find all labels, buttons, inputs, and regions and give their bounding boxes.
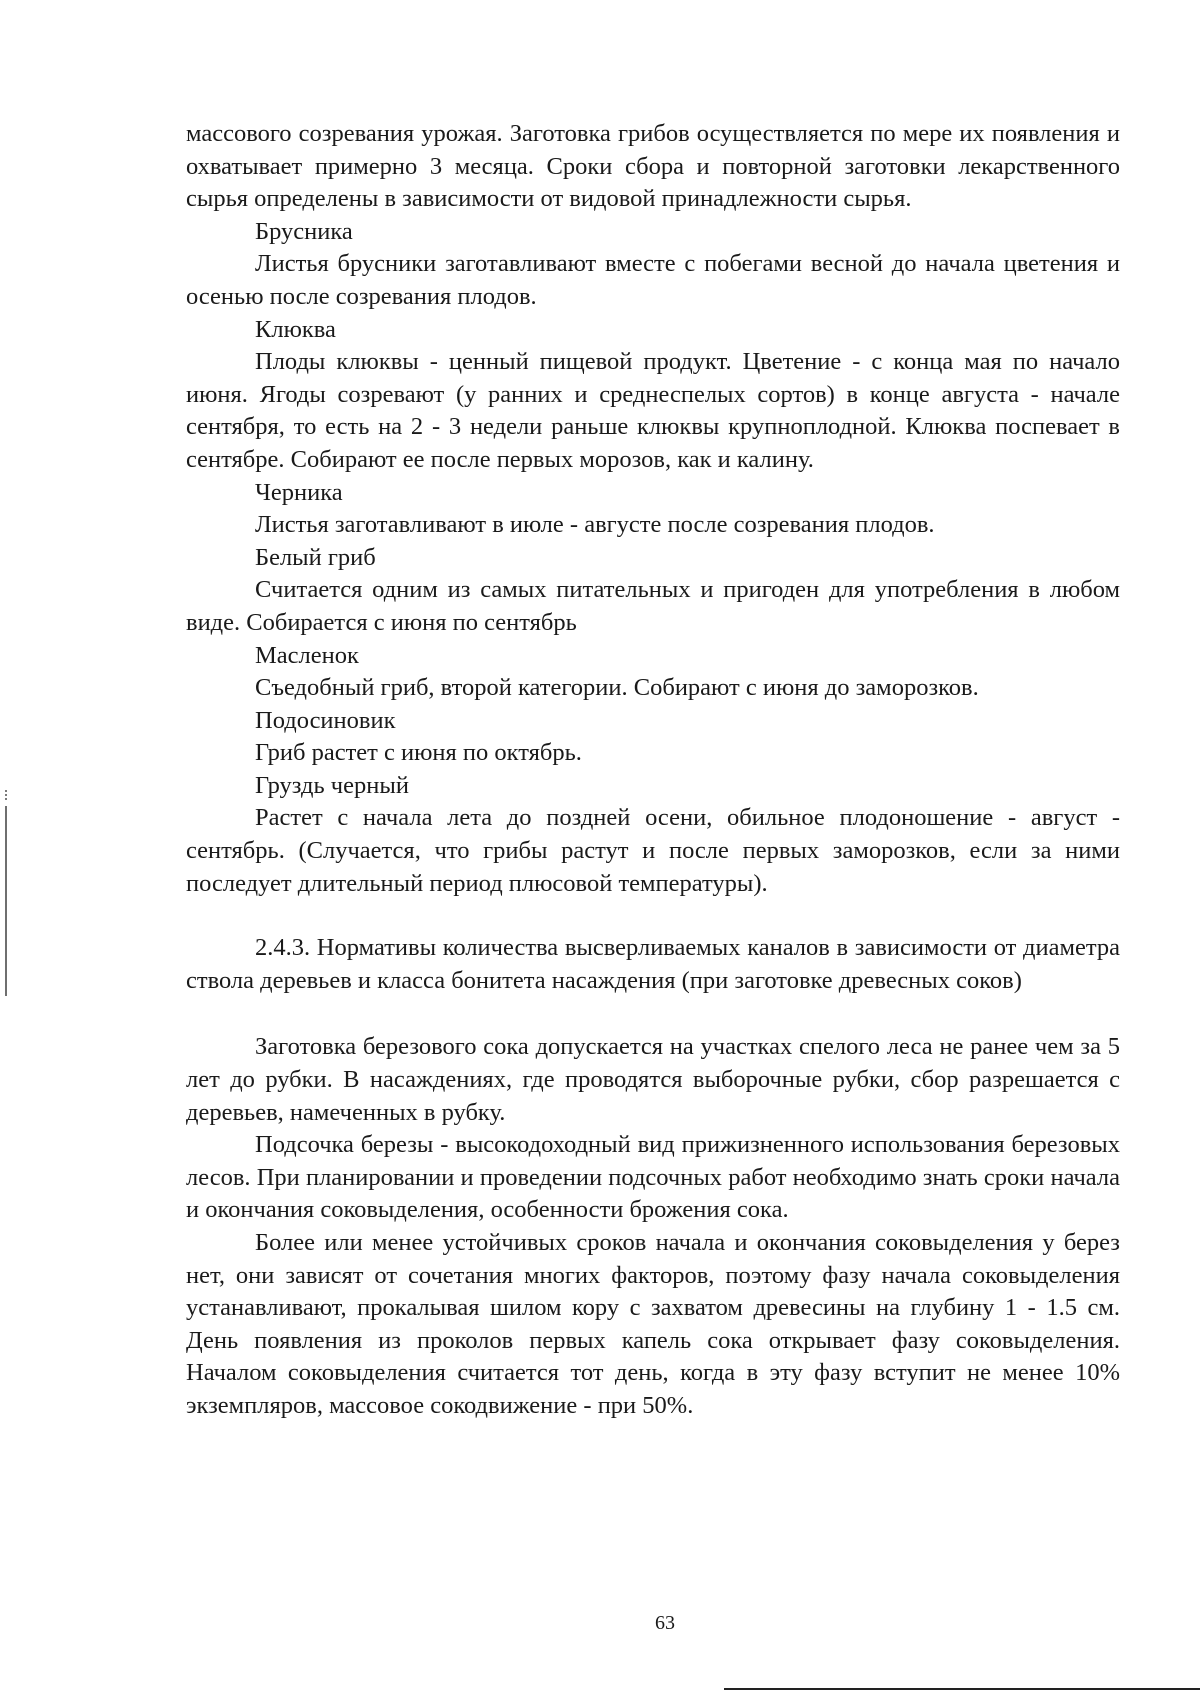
scan-artifact-line bbox=[5, 806, 7, 996]
page-body bbox=[186, 118, 1120, 1423]
paragraph-chernika: Листья заготавливают в июле - августе после созревания плодов. bbox=[255, 511, 935, 539]
heading-maslenok: Масленок bbox=[255, 641, 359, 669]
paragraph-gruzd: Растет с начала лета до поздней осени, обильное плодоношение - август - сентябрь. (Случается, что грибы растут и после первых заморозков, если за ними последует длительный период плюсовой температуры). bbox=[186, 804, 1120, 897]
paragraph-harvest-timing: массового созревания урожая. Заготовка грибов осуществляется по мере их появления и охватывает примерно 3 месяца. Сроки сбора и повторной заготовки лекарственного сырья определены в зависимости от видовой принадлежности сырья. bbox=[186, 120, 1120, 213]
scan-artifact-dashes bbox=[5, 790, 7, 802]
heading-chernika: Черника bbox=[255, 478, 343, 506]
paragraph-sap-flow-phases: Более или менее устойчивых сроков начала и окончания соковыделения у берез нет, они зависят от сочетания многих факторов, поэтому фазу начала соковыделения устанавливают, прокалывая шилом кору с захватом древесины на глубину 1 - 1.5 см. День появления из проколов первых капель сока открывает фазу соковыделения. Началом соковыделения считается тот день, когда в эту фазу вступит не менее 10% экземпляров, массовое сокодвижение - при 50%. bbox=[186, 1229, 1120, 1419]
heading-beliy-grib: Белый гриб bbox=[255, 543, 376, 571]
heading-brusnika: Брусника bbox=[255, 217, 353, 245]
bottom-rule bbox=[724, 1688, 1200, 1690]
paragraph-klukva: Плоды клюквы - ценный пищевой продукт. Цветение - с конца мая по начало июня. Ягоды созревают (у ранних и среднеспелых сортов) в конце августа - начале сентября, то есть на 2 - 3 недели раньше клюквы крупноплодной. Клюква поспевает в сентябре. Собирают ее после первых морозов, как и калину. bbox=[186, 348, 1120, 473]
paragraph-maslenok: Съедобный гриб, второй категории. Собирают с июня до заморозков. bbox=[255, 674, 979, 702]
heading-klukva: Клюква bbox=[255, 315, 336, 343]
section-heading-2-4-3: 2.4.3. Нормативы количества высверливаемых каналов в зависимости от диаметра ствола деревьев и класса бонитета насаждения (при заготовке древесных соков) bbox=[186, 934, 1120, 994]
heading-gruzd: Груздь черный bbox=[255, 771, 409, 799]
paragraph-brusnika: Листья брусники заготавливают вместе с побегами весной до начала цветения и осенью после созревания плодов. bbox=[186, 250, 1120, 310]
paragraph-beliy-grib: Считается одним из самых питательных и пригоден для употребления в любом виде. Собирается с июня по сентябрь bbox=[186, 576, 1120, 636]
paragraph-birch-sap-harvest: Заготовка березового сока допускается на участках спелого леса не ранее чем за 5 лет до рубки. В насаждениях, где проводятся выборочные рубки, сбор разрешается с деревьев, намеченных в рубку. bbox=[186, 1033, 1120, 1126]
heading-podosinovik: Подосиновик bbox=[255, 706, 396, 734]
page-number: 63 bbox=[655, 1612, 675, 1634]
paragraph-podosinovik: Гриб растет с июня по октябрь. bbox=[255, 739, 582, 767]
paragraph-birch-tapping: Подсочка березы - высокодоходный вид прижизненного использования березовых лесов. При планировании и проведении подсочных работ необходимо знать сроки начала и окончания соковыделения, особенности брожения сока. bbox=[186, 1131, 1120, 1224]
